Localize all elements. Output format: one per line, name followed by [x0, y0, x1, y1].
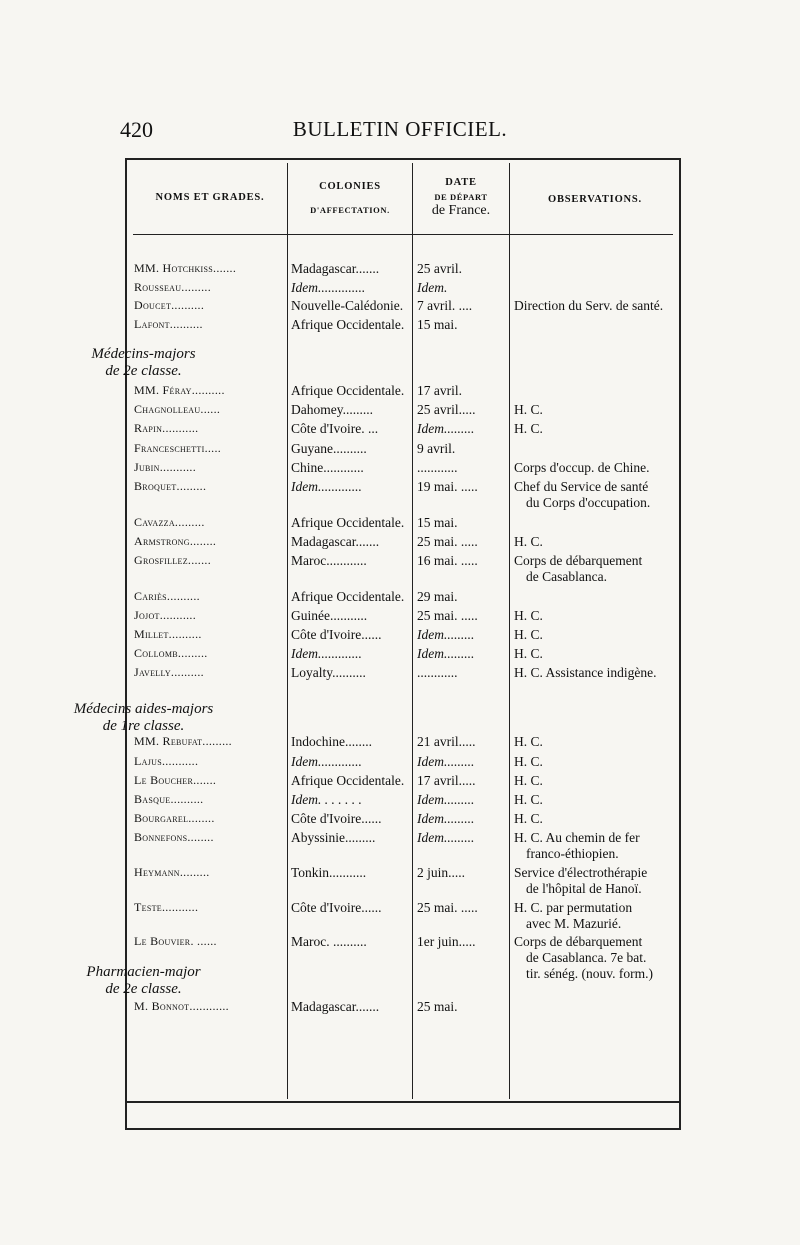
- section-title: Médecins-majors: [91, 346, 196, 362]
- section-subtitle: de 2e classe.: [105, 981, 182, 997]
- date-cell: 29 mai.: [417, 589, 458, 604]
- section-subtitle: de 2e classe.: [105, 363, 182, 379]
- colonie-cell: Côte d'Ivoire......: [291, 900, 382, 915]
- header-colonies: [288, 180, 412, 217]
- bottom-rule: [127, 1101, 679, 1103]
- date-cell: Idem.........: [417, 421, 475, 436]
- section-title: Pharmacien-major: [86, 964, 201, 980]
- observation-cell: H. C.: [514, 534, 543, 549]
- colonie-cell: Afrique Occidentale.: [291, 383, 405, 398]
- date-cell: 25 avril.....: [417, 402, 476, 417]
- colonie-cell: Guyane..........: [291, 441, 367, 456]
- observation-cell: H. C.: [514, 627, 543, 642]
- observation-cell-line2: avec M. Mazurié.: [526, 916, 622, 931]
- name-cell: Grosfillez.......: [134, 553, 211, 567]
- date-cell: 1er juin.....: [417, 934, 476, 949]
- colonie-cell: Loyalty..........: [291, 665, 366, 680]
- date-cell: Idem.........: [417, 627, 475, 642]
- date-cell: 16 mai. .....: [417, 553, 478, 568]
- colonie-cell: Guinée...........: [291, 608, 368, 623]
- observation-cell-line2: de Casablanca. 7e bat.: [526, 950, 647, 965]
- date-cell: 15 mai.: [417, 515, 458, 530]
- colonie-cell: Indochine........: [291, 734, 372, 749]
- name-cell: Basque..........: [134, 792, 204, 806]
- observation-cell: H. C. Assistance indigène.: [514, 665, 657, 680]
- name-cell: Millet..........: [134, 627, 202, 641]
- date-cell: Idem.........: [417, 754, 475, 769]
- name-cell: Rapin...........: [134, 421, 199, 435]
- colonie-cell: Chine............: [291, 460, 364, 475]
- name-cell: Lajus...........: [134, 754, 199, 768]
- header-noms: NOMS ET GRADES.: [155, 192, 265, 203]
- name-cell: Jojot...........: [134, 608, 197, 622]
- observation-cell: Corps d'occup. de Chine.: [514, 460, 650, 475]
- header-colonies-line2: D'AFFECTATION.: [310, 205, 390, 215]
- observation-cell: H. C. Au chemin de fer: [514, 830, 640, 845]
- date-cell: 25 mai. .....: [417, 534, 478, 549]
- colonie-cell: Nouvelle-Calédonie.: [291, 298, 404, 313]
- page-number: 420: [120, 117, 153, 142]
- colonie-cell: Afrique Occidentale.: [291, 589, 405, 604]
- name-cell: Broquet.........: [134, 479, 207, 493]
- observation-cell: H. C.: [514, 754, 543, 769]
- header-observations: OBSERVATIONS.: [548, 194, 642, 205]
- header-date: [413, 176, 509, 218]
- colonie-cell: Idem.............: [291, 479, 362, 494]
- name-cell: Bourgarel........: [134, 811, 215, 825]
- section-title: Médecins aides-majors: [73, 701, 214, 717]
- colonie-cell: Idem. . . . . . .: [291, 792, 362, 807]
- colonie-cell: Tonkin...........: [291, 865, 367, 880]
- observation-cell-line2: de Casablanca.: [526, 569, 607, 584]
- observation-cell: Corps de débarquement: [514, 934, 643, 949]
- colonie-cell: Idem.............: [291, 646, 362, 661]
- running-title: BULLETIN OFFICIEL.: [292, 117, 508, 141]
- column-divider: [412, 163, 413, 1099]
- date-cell: 25 mai. .....: [417, 900, 478, 915]
- colonie-cell: Abyssinie.........: [291, 830, 376, 845]
- date-cell: 7 avril. ....: [417, 298, 473, 313]
- date-cell: 9 avril.: [417, 441, 456, 456]
- date-cell: 25 avril.: [417, 261, 462, 276]
- colonie-cell: Côte d'Ivoire......: [291, 811, 382, 826]
- name-cell: Heymann.........: [134, 865, 210, 879]
- observation-cell-line3: tir. sénég. (nouv. form.): [526, 966, 653, 981]
- name-cell: Cariès..........: [134, 589, 200, 603]
- colonie-cell: Dahomey.........: [291, 402, 373, 417]
- colonie-cell: Côte d'Ivoire......: [291, 627, 382, 642]
- column-divider: [509, 163, 510, 1099]
- date-cell: ............: [417, 460, 458, 475]
- observation-cell-line2: franco-éthiopien.: [526, 846, 619, 861]
- colonie-cell: Idem.............: [291, 754, 362, 769]
- colonie-cell: Afrique Occidentale.: [291, 317, 405, 332]
- date-cell: Idem.........: [417, 646, 475, 661]
- colonie-cell: Idem..............: [291, 280, 366, 295]
- colonie-cell: Madagascar.......: [291, 999, 380, 1014]
- header-date-line1: DATE: [445, 177, 477, 188]
- name-cell: Franceschetti.....: [134, 441, 222, 455]
- colonie-cell: Maroc. ..........: [291, 934, 367, 949]
- observation-cell: H. C.: [514, 402, 543, 417]
- name-cell: Bonnefons........: [134, 830, 214, 844]
- colonie-cell: Maroc............: [291, 553, 367, 568]
- name-cell: Javelly..........: [134, 665, 204, 679]
- name-cell: Rousseau.........: [134, 280, 211, 294]
- observation-cell-line2: du Corps d'occupation.: [526, 495, 651, 510]
- observation-cell: H. C. par permutation: [514, 900, 633, 915]
- observation-cell: Chef du Service de santé: [514, 479, 649, 494]
- colonie-cell: Afrique Occidentale.: [291, 773, 405, 788]
- observation-cell: H. C.: [514, 608, 543, 623]
- column-divider: [287, 163, 288, 1099]
- observation-cell: H. C.: [514, 646, 543, 661]
- observation-cell: H. C.: [514, 811, 543, 826]
- observation-cell: Service d'électrothérapie: [514, 865, 648, 880]
- observation-cell: H. C.: [514, 792, 543, 807]
- name-cell: MM. Féray..........: [134, 383, 225, 397]
- colonie-cell: Madagascar.......: [291, 534, 380, 549]
- header-colonies-line1: COLONIES: [319, 181, 381, 192]
- date-cell: 25 mai. .....: [417, 608, 478, 623]
- date-cell: 21 avril.....: [417, 734, 476, 749]
- observation-cell: Corps de débarquement: [514, 553, 643, 568]
- header-date-line2: DE DÉPART: [434, 192, 488, 202]
- name-cell: MM. Rebufat.........: [134, 734, 232, 748]
- name-cell: Lafont..........: [134, 317, 203, 331]
- date-cell: Idem.........: [417, 811, 475, 826]
- date-cell: 19 mai. .....: [417, 479, 478, 494]
- name-cell: Le Bouvier. ......: [134, 934, 217, 948]
- observation-cell: H. C.: [514, 421, 543, 436]
- name-cell: MM. Hotchkiss.......: [134, 261, 237, 275]
- observation-cell: Direction du Serv. de santé.: [514, 298, 664, 313]
- observation-cell: H. C.: [514, 773, 543, 788]
- name-cell: Teste...........: [134, 900, 199, 914]
- date-cell: 17 avril.....: [417, 773, 476, 788]
- date-cell: 17 avril.: [417, 383, 462, 398]
- colonie-cell: Madagascar.......: [291, 261, 380, 276]
- date-cell: Idem.........: [417, 792, 475, 807]
- name-cell: Armstrong........: [134, 534, 217, 548]
- name-cell: Doucet..........: [134, 298, 205, 312]
- name-cell: M. Bonnot............: [134, 999, 229, 1013]
- name-cell: Jubin...........: [134, 460, 197, 474]
- observation-cell: H. C.: [514, 734, 543, 749]
- date-cell: Idem.: [417, 280, 448, 295]
- colonie-cell: Afrique Occidentale.: [291, 515, 405, 530]
- name-cell: Collomb.........: [134, 646, 208, 660]
- date-cell: 15 mai.: [417, 317, 458, 332]
- section-subtitle: de 1re classe.: [102, 718, 185, 734]
- date-cell: 2 juin.....: [417, 865, 466, 880]
- name-cell: Le Boucher.......: [134, 773, 217, 787]
- name-cell: Chagnolleau......: [134, 402, 221, 416]
- colonie-cell: Côte d'Ivoire. ...: [291, 421, 379, 436]
- name-cell: Cavazza.........: [134, 515, 205, 529]
- header-date-line3: de France.: [431, 203, 491, 218]
- date-cell: Idem.........: [417, 830, 475, 845]
- header-rule: [133, 234, 673, 235]
- date-cell: ............: [417, 665, 458, 680]
- observation-cell-line2: de l'hôpital de Hanoï.: [526, 881, 642, 896]
- date-cell: 25 mai.: [417, 999, 458, 1014]
